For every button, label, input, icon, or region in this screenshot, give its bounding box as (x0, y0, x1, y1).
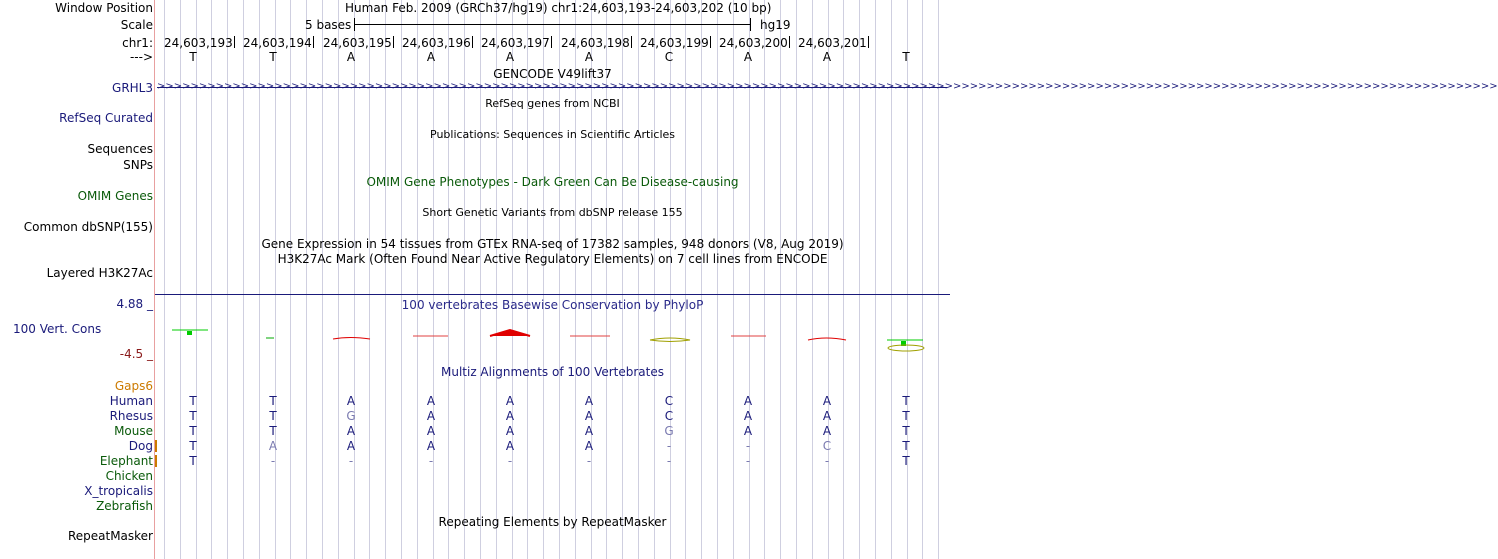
alignment-base: A (822, 394, 832, 408)
track-label-repeatmasker[interactable]: RepeatMasker (67, 529, 153, 543)
alignment-base: A (346, 424, 356, 438)
alignment-base: T (189, 424, 197, 438)
species-label[interactable]: X_tropicalis (84, 484, 153, 498)
alignment-base: - (824, 454, 830, 468)
scale-assembly: hg19 (760, 18, 791, 32)
chrom-label: chr1: (122, 36, 153, 50)
phylop-bar-5 (490, 330, 530, 336)
sequence-base: T (269, 50, 277, 64)
alignment-base: T (902, 409, 910, 423)
alignment-base: A (822, 409, 832, 423)
track-label-grhl3[interactable]: GRHL3 (112, 81, 153, 95)
coordinate-label: 24,603,196 (402, 36, 471, 50)
alignment-base: - (507, 454, 513, 468)
alignment-base: T (189, 394, 197, 408)
alignment-base: - (666, 439, 672, 453)
species-label[interactable]: Mouse (114, 424, 153, 438)
alignment-base: A (505, 439, 515, 453)
track-label-refseq[interactable]: RefSeq Curated (59, 111, 153, 125)
alignment-base: A (426, 394, 436, 408)
sequence-base: A (346, 50, 356, 64)
alignment-base: - (745, 454, 751, 468)
sequence-base: A (822, 50, 832, 64)
alignment-base: T (902, 454, 910, 468)
species-label[interactable]: Chicken (105, 469, 153, 483)
gencode-track-title: GENCODE V49lift37 (493, 67, 612, 81)
alignment-base: A (426, 424, 436, 438)
alignment-base: T (189, 439, 197, 453)
alignment-base: A (584, 439, 594, 453)
track-label-gaps[interactable]: Gaps6 (114, 379, 153, 393)
scale-label: Scale (120, 18, 153, 32)
species-label[interactable]: Human (109, 394, 153, 408)
alignment-base: T (189, 409, 197, 423)
alignment-base: C (664, 409, 674, 423)
alignment-base: G (346, 409, 356, 423)
alignment-base: - (666, 454, 672, 468)
alignment-base: A (743, 394, 753, 408)
alignment-base: T (269, 409, 277, 423)
gap-marker (155, 440, 157, 452)
sequence-base: A (584, 50, 594, 64)
coordinate-label: 24,603,199 (640, 36, 709, 50)
alignment-base: - (348, 454, 354, 468)
sequence-base: A (505, 50, 515, 64)
coordinate-label: 24,603,201 (798, 36, 867, 50)
alignment-base: - (428, 454, 434, 468)
species-label[interactable]: Dog (128, 439, 153, 453)
species-label[interactable]: Zebrafish (96, 499, 153, 513)
coordinate-label: 24,603,197 (481, 36, 550, 50)
gtex-track-title: Gene Expression in 54 tissues from GTEx RNA-seq of 17382 samples, 948 donors (V8, Aug 2019) (261, 237, 844, 251)
window-position-label: Window Position (55, 1, 153, 15)
alignment-base: A (743, 409, 753, 423)
phylop-bars (172, 330, 924, 351)
coordinate-label: 24,603,200 (719, 36, 788, 50)
alignment-base: A (346, 394, 356, 408)
multiz-track-title: Multiz Alignments of 100 Vertebrates (440, 365, 665, 379)
species-label[interactable]: Elephant (99, 454, 153, 468)
repeatmasker-track-title: Repeating Elements by RepeatMasker (438, 515, 667, 529)
alignment-base: A (505, 394, 515, 408)
track-label-sequences[interactable]: Sequences (87, 142, 153, 156)
species-label[interactable]: Rhesus (109, 409, 153, 423)
alignment-base: C (664, 394, 674, 408)
alignment-base: T (269, 424, 277, 438)
coordinate-label: 24,603,193 (164, 36, 233, 50)
refseq-track-title: RefSeq genes from NCBI (485, 97, 620, 110)
alignment-base: T (902, 394, 910, 408)
alignment-base: A (743, 424, 753, 438)
alignment-base: A (584, 409, 594, 423)
dbsnp-track-title: Short Genetic Variants from dbSNP release 155 (422, 206, 683, 219)
sequence-base: C (664, 50, 674, 64)
track-label-h3k27ac[interactable]: Layered H3K27Ac (46, 266, 153, 280)
sequence-base: A (426, 50, 436, 64)
sequence-base: T (189, 50, 197, 64)
alignment-base: T (269, 394, 277, 408)
alignment-base: A (822, 424, 832, 438)
phylop-bar-9 (808, 338, 846, 340)
h3k27ac-track-title: H3K27Ac Mark (Often Found Near Active Regulatory Elements) on 7 cell lines from ENCODE (277, 252, 828, 266)
gap-marker (155, 455, 157, 467)
grhl3-strand-chevrons: >>>>>>>>>>>>>>>>>>>>>>>>>>>>>>>>>>>>>>>>>>>>>>>>>>>>>>>>>>>>>>>>>>>>>>>>>>>>>>>>>>>>>>>>>>>>>>>>>>>>>>>>>>>>>>>>>>>>>>>>>>>>>>>>>>>>>>>>>>>>>>>>>>>>>>>>>>>>>>>> (157, 81, 1498, 92)
strand-label: ---> (129, 50, 153, 64)
alignment-base: A (426, 409, 436, 423)
publications-track-title: Publications: Sequences in Scientific Articles (430, 128, 675, 141)
window-position-text: Human Feb. 2009 (GRCh37/hg19) chr1:24,603,193-24,603,202 (10 bp) (345, 1, 772, 15)
track-label-omim[interactable]: OMIM Genes (77, 189, 153, 203)
phylop-min-label: -4.5 _ (119, 347, 153, 361)
sequence-base: A (743, 50, 753, 64)
phylop-bar-1-peak (187, 331, 192, 335)
phylop-bar-7 (650, 338, 690, 342)
alignment-base: A (505, 409, 515, 423)
alignment-base: C (822, 439, 832, 453)
track-label-snps[interactable]: SNPs (123, 158, 153, 172)
alignment-base: - (586, 454, 592, 468)
sequence-base: T (902, 50, 910, 64)
alignment-base: A (584, 394, 594, 408)
scale-text: 5 bases (305, 18, 352, 32)
alignment-base: A (426, 439, 436, 453)
alignment-base: A (346, 439, 356, 453)
alignment-base: G (664, 424, 674, 438)
alignment-base: - (270, 454, 276, 468)
alignment-base: A (505, 424, 515, 438)
alignment-base: T (902, 424, 910, 438)
alignment-base: A (584, 424, 594, 438)
track-label-dbsnp[interactable]: Common dbSNP(155) (23, 220, 153, 234)
alignment-base: T (189, 454, 197, 468)
alignment-base: T (902, 439, 910, 453)
omim-track-title: OMIM Gene Phenotypes - Dark Green Can Be Disease-causing (366, 175, 739, 189)
alignment-base: A (268, 439, 278, 453)
alignment-base: - (745, 439, 751, 453)
coordinate-label: 24,603,198 (561, 36, 630, 50)
coordinate-label: 24,603,194 (243, 36, 312, 50)
phylop-bar-3 (333, 338, 370, 340)
coordinate-label: 24,603,195 (323, 36, 392, 50)
phylop-track-title: 100 vertebrates Basewise Conservation by PhyloP (401, 298, 704, 312)
track-label-phylop[interactable]: 100 Vert. Cons (13, 322, 102, 336)
phylop-max-label: 4.88 _ (116, 297, 153, 311)
